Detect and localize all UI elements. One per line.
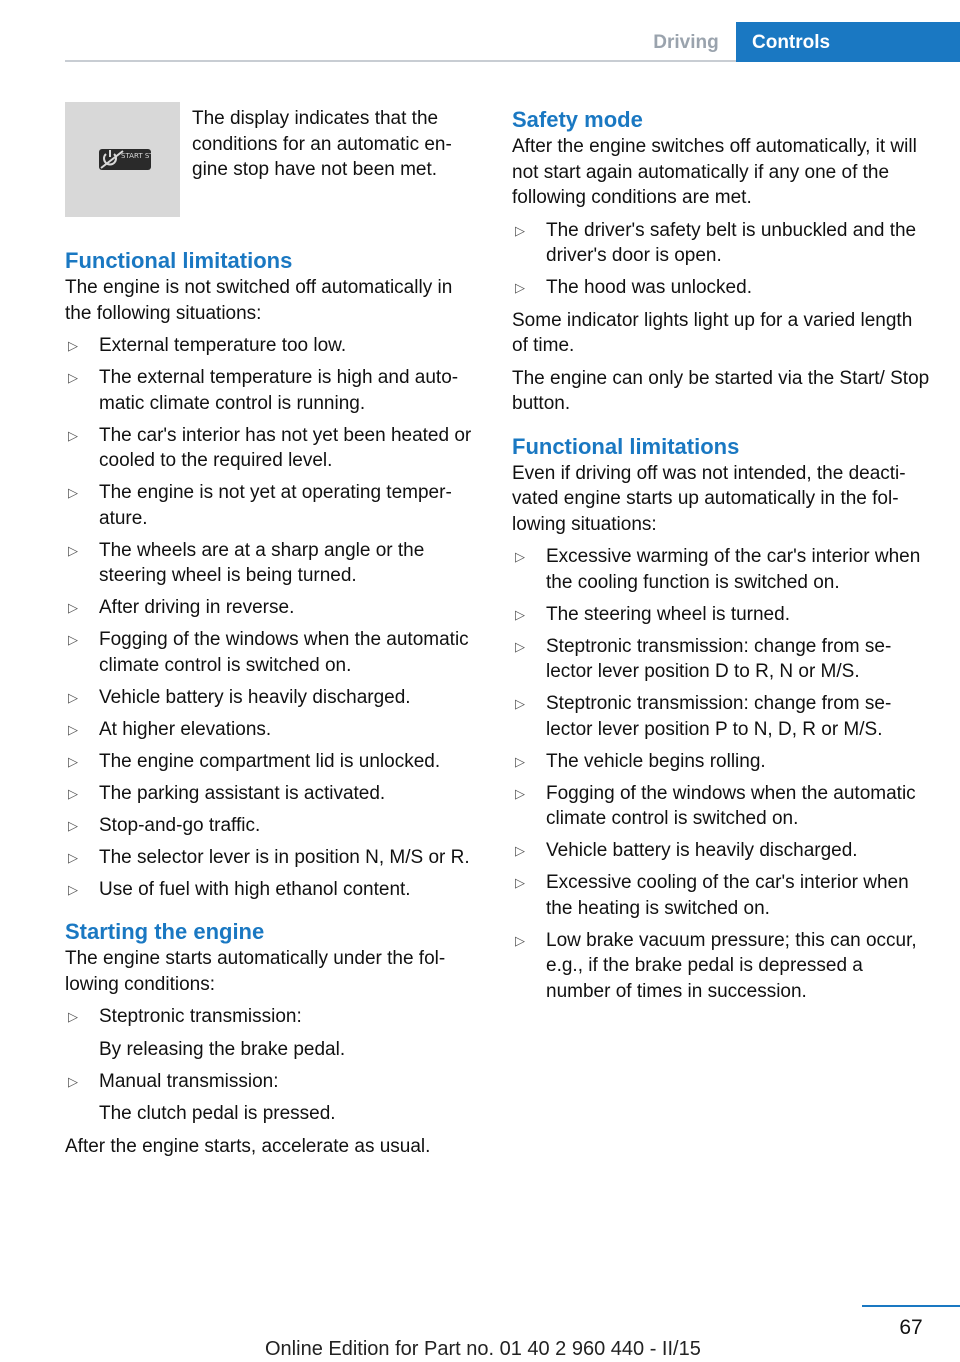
bullet-list [65,333,477,902]
list-item [512,928,930,1005]
list-item [65,1069,477,1127]
list-item [65,365,477,416]
bullet-list [512,218,930,301]
right-column [512,102,930,1011]
list-item [512,838,930,864]
list-item-text: The vehicle begins rolling. [546,750,766,772]
list-item [65,845,477,871]
left-column [65,102,477,1166]
list-item [65,781,477,807]
list-item-text: The car's interior has not yet been heated or cooled to the required level. [99,424,472,471]
paragraph: After the engine starts, accelerate as usual. [65,1135,431,1157]
triangle-bullet-icon: ▷ [68,542,78,558]
list-item [512,691,930,742]
paragraph: The engine is not switched off automatically in the following situations: [65,277,453,324]
triangle-bullet-icon: ▷ [68,849,78,865]
bullet-list [512,544,930,1004]
triangle-bullet-icon: ▷ [68,1009,78,1024]
triangle-bullet-icon: ▷ [68,370,78,385]
list-item [512,544,930,595]
list-item-text: Vehicle battery is heavily discharged. [546,840,858,861]
footer-rule [862,1305,960,1307]
list-item-text: The engine compartment lid is unlocked. [99,750,441,772]
triangle-bullet-icon: ▷ [515,696,525,711]
list-item-text: The driver's safety belt is unbuckled and the driver's door is open. [546,219,917,266]
triangle-bullet-icon: ▷ [515,222,525,238]
list-item-text: At higher elevations. [99,718,272,740]
list-item-text: The steering wheel is turned. [546,603,790,625]
triangle-bullet-icon: ▷ [68,817,78,833]
triangle-bullet-icon: ▷ [515,753,525,769]
list-item-text: Stop-and-go traffic. [99,814,261,836]
list-item [512,749,930,775]
header-chapter-tab[interactable]: Controls [736,22,960,62]
list-item-text: Low brake vacuum pressure; this can occur, e.g., if the brake pedal is depressed a number of times in succession. [546,929,917,1002]
list-item-text: Steptronic transmission: change from selector lever position P to N, D, R or M/S. [546,693,892,740]
list-item [65,480,477,531]
list-item-title: Manual transmission: [99,1070,279,1092]
triangle-bullet-icon: ▷ [68,1073,78,1089]
icon-caption: The display indicates that the conditions for an automatic engine stop have not been met. [192,108,452,180]
triangle-bullet-icon: ▷ [515,606,525,622]
list-item-text: The hood was unlocked. [546,277,752,298]
list-item [512,602,930,628]
list-item-text: The engine is not yet at operating temperature. [99,482,452,529]
list-item [65,877,477,903]
list-item [65,685,477,711]
triangle-bullet-icon: ▷ [68,689,78,705]
list-item [65,627,477,678]
list-item [65,717,477,743]
triangle-bullet-icon: ▷ [515,875,525,890]
section-heading: Functional limitations [512,433,740,459]
icon-text: START STOP [121,152,164,160]
section-heading: Functional limitations [65,248,293,273]
list-item [512,781,930,832]
list-item [512,870,930,921]
list-item-text: The parking assistant is activated. [99,782,386,804]
triangle-bullet-icon: ▷ [68,427,78,443]
section-heading: Safety mode [512,107,643,132]
triangle-bullet-icon: ▷ [515,638,525,654]
paragraph: Some indicator lights light up for a varied length of time. [512,309,913,356]
edition-note: Online Edition for Part no. 01 40 2 960 440 - II/15 [265,1338,701,1360]
list-item [65,749,477,775]
indicator-figure [65,102,477,217]
bullet-list [65,1004,477,1127]
list-item-title: Steptronic transmission: [99,1006,302,1027]
list-item [65,538,477,589]
triangle-bullet-icon: ▷ [515,280,525,295]
paragraph: Even if driving off was not intended, the deactivated engine starts up automatically in the following situations: [512,462,906,535]
triangle-bullet-icon: ▷ [515,843,525,858]
list-item [65,333,477,359]
list-item-detail: By releasing the brake pedal. [99,1038,346,1060]
list-item [65,813,477,839]
list-item-text: Excessive cooling of the car's interior when the heating is switched on. [546,872,909,919]
list-item [512,634,930,685]
triangle-bullet-icon: ▷ [68,338,78,353]
list-item-text: Steptronic transmission: change from selector lever position D to R, N or M/S. [546,635,892,682]
list-item-text: Vehicle battery is heavily discharged. [99,686,411,708]
section-heading: Starting the engine [65,919,265,944]
list-item [512,218,930,269]
page-number: 67 [899,1316,923,1339]
triangle-bullet-icon: ▷ [68,721,78,737]
list-item [512,275,930,301]
list-item-text: Fogging of the windows when the automatic climate control is switched on. [99,629,469,676]
triangle-bullet-icon: ▷ [68,753,78,769]
triangle-bullet-icon: ▷ [68,785,78,801]
list-item-text: The selector lever is in position N, M/S or R. [99,846,470,868]
paragraph: The engine can only be started via the Start/ Stop button. [512,367,930,414]
start-stop-warning-icon [65,102,180,217]
triangle-bullet-icon: ▷ [68,485,78,500]
list-item [65,1004,477,1062]
triangle-bullet-icon: ▷ [68,600,78,615]
paragraph: The engine starts automatically under the following conditions: [65,948,446,995]
list-item-text: External temperature too low. [99,335,347,356]
header-section-tab[interactable]: Driving [653,32,719,53]
list-item-text: The external temperature is high and automatic climate control is running. [99,367,459,414]
paragraph: After the engine switches off automatically, it will not start again automatically if any one of the following conditions are met. [512,136,917,208]
list-item-detail: The clutch pedal is pressed. [99,1103,336,1124]
list-item-text: Excessive warming of the car's interior when the cooling function is switched on. [546,546,921,593]
list-item-text: After driving in reverse. [99,597,295,618]
list-item-text: Fogging of the windows when the automatic climate control is switched on. [546,782,916,829]
list-item [65,423,477,474]
list-item-text: The wheels are at a sharp angle or the steering wheel is being turned. [99,539,425,586]
triangle-bullet-icon: ▷ [515,549,525,564]
triangle-bullet-icon: ▷ [68,881,78,897]
triangle-bullet-icon: ▷ [515,932,525,948]
list-item [65,595,477,621]
list-item-text: Use of fuel with high ethanol content. [99,878,411,900]
triangle-bullet-icon: ▷ [68,632,78,647]
triangle-bullet-icon: ▷ [515,785,525,801]
